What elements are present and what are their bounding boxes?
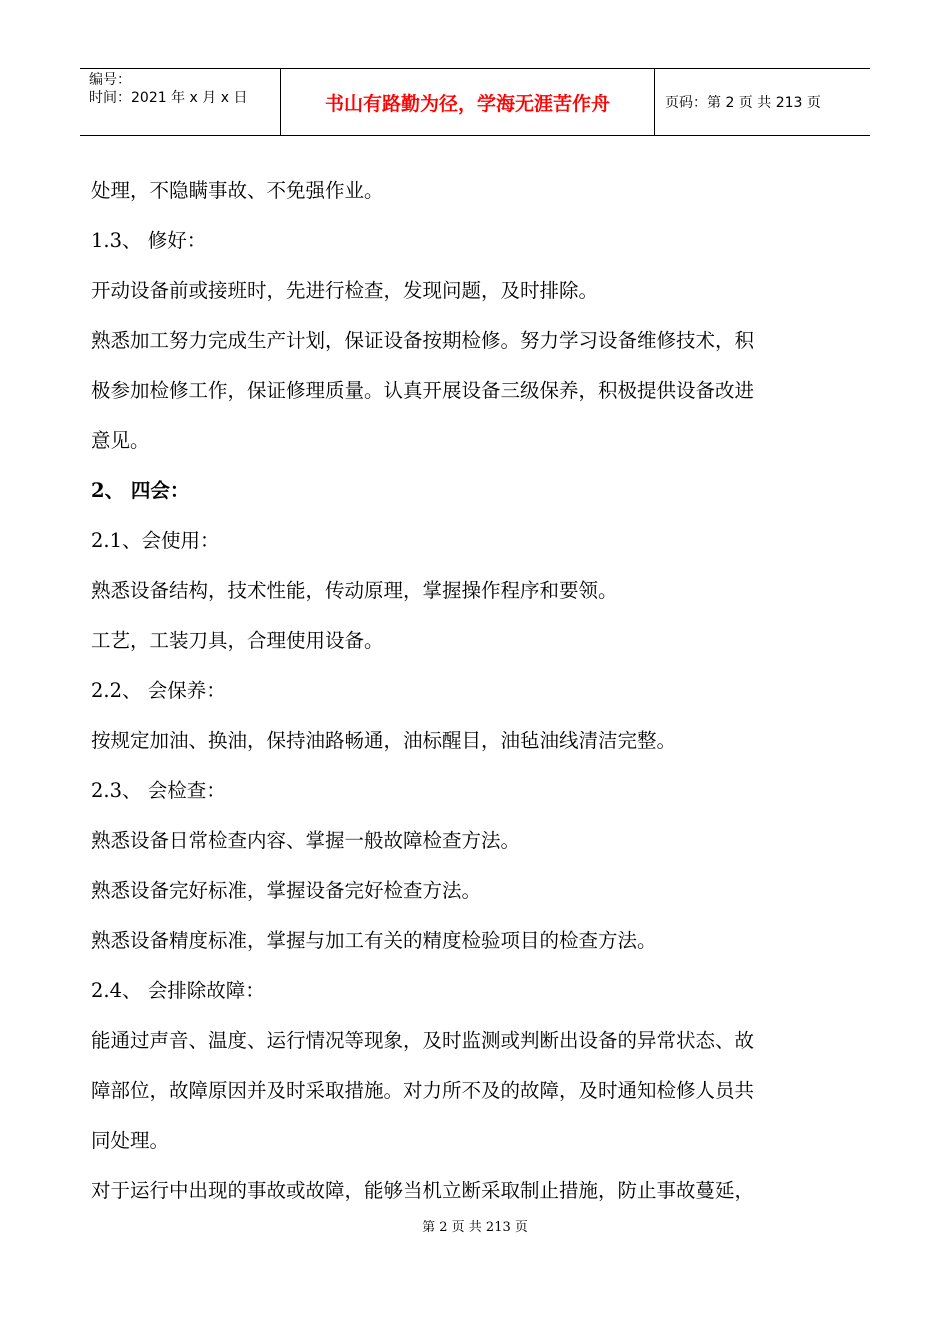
paragraph-line: 极参加检修工作，保证修理质量。认真开展设备三级保养，积极提供设备改进 <box>91 379 755 402</box>
section-heading: 1.3、 修好： <box>91 229 207 252</box>
section-heading: 2.4、 会排除故障： <box>91 979 265 1002</box>
header-meta <box>80 69 281 135</box>
section-heading: 2.3、 会检查： <box>91 779 226 802</box>
paragraph-line: 能通过声音、温度、运行情况等现象，及时监测或判断出设备的异常状态、故 <box>91 1029 755 1052</box>
paragraph-line: 对于运行中出现的事故或故障，能够当机立断采取制止措施，防止事故蔓延， <box>91 1179 755 1202</box>
section-heading: 2.2、 会保养： <box>91 679 226 702</box>
paragraph-line: 熟悉设备完好标准，掌握设备完好检查方法。 <box>91 879 482 902</box>
header-motto: 书山有路勤为径，学海无涯苦作舟 <box>281 69 655 135</box>
paragraph-line: 熟悉设备日常检查内容、掌握一般故障检查方法。 <box>91 829 521 852</box>
paragraph-line: 熟悉加工努力完成生产计划，保证设备按期检修。努力学习设备维修技术，积 <box>91 329 755 352</box>
document-date-label: 时间：2021 年 x 月 x 日 <box>89 90 248 106</box>
section-heading: 2.1、会使用： <box>91 529 220 552</box>
paragraph-line: 意见。 <box>91 429 150 452</box>
section-heading: 2、 四会： <box>91 479 190 502</box>
paragraph-line: 按规定加油、换油，保持油路畅通，油标醒目，油毡油线清洁完整。 <box>91 729 677 752</box>
paragraph-line: 工艺，工装刀具，合理使用设备。 <box>91 629 384 652</box>
paragraph-line: 熟悉设备结构，技术性能，传动原理，掌握操作程序和要领。 <box>91 579 618 602</box>
paragraph-line: 处理，不隐瞒事故、不免强作业。 <box>91 179 384 202</box>
header-page-info: 页码：第 2 页 共 213 页 <box>665 95 821 111</box>
document-body <box>91 166 866 1216</box>
document-number-label: 编号： <box>89 72 131 88</box>
page-footer: 第 2 页 共 213 页 <box>422 1220 528 1235</box>
paragraph-line: 同处理。 <box>91 1129 170 1152</box>
paragraph-line: 障部位，故障原因并及时采取措施。对力所不及的故障，及时通知检修人员共 <box>91 1079 755 1102</box>
paragraph-line: 熟悉设备精度标准，掌握与加工有关的精度检验项目的检查方法。 <box>91 929 657 952</box>
paragraph-line: 开动设备前或接班时，先进行检查，发现问题，及时排除。 <box>91 279 599 302</box>
page-header <box>80 68 870 136</box>
